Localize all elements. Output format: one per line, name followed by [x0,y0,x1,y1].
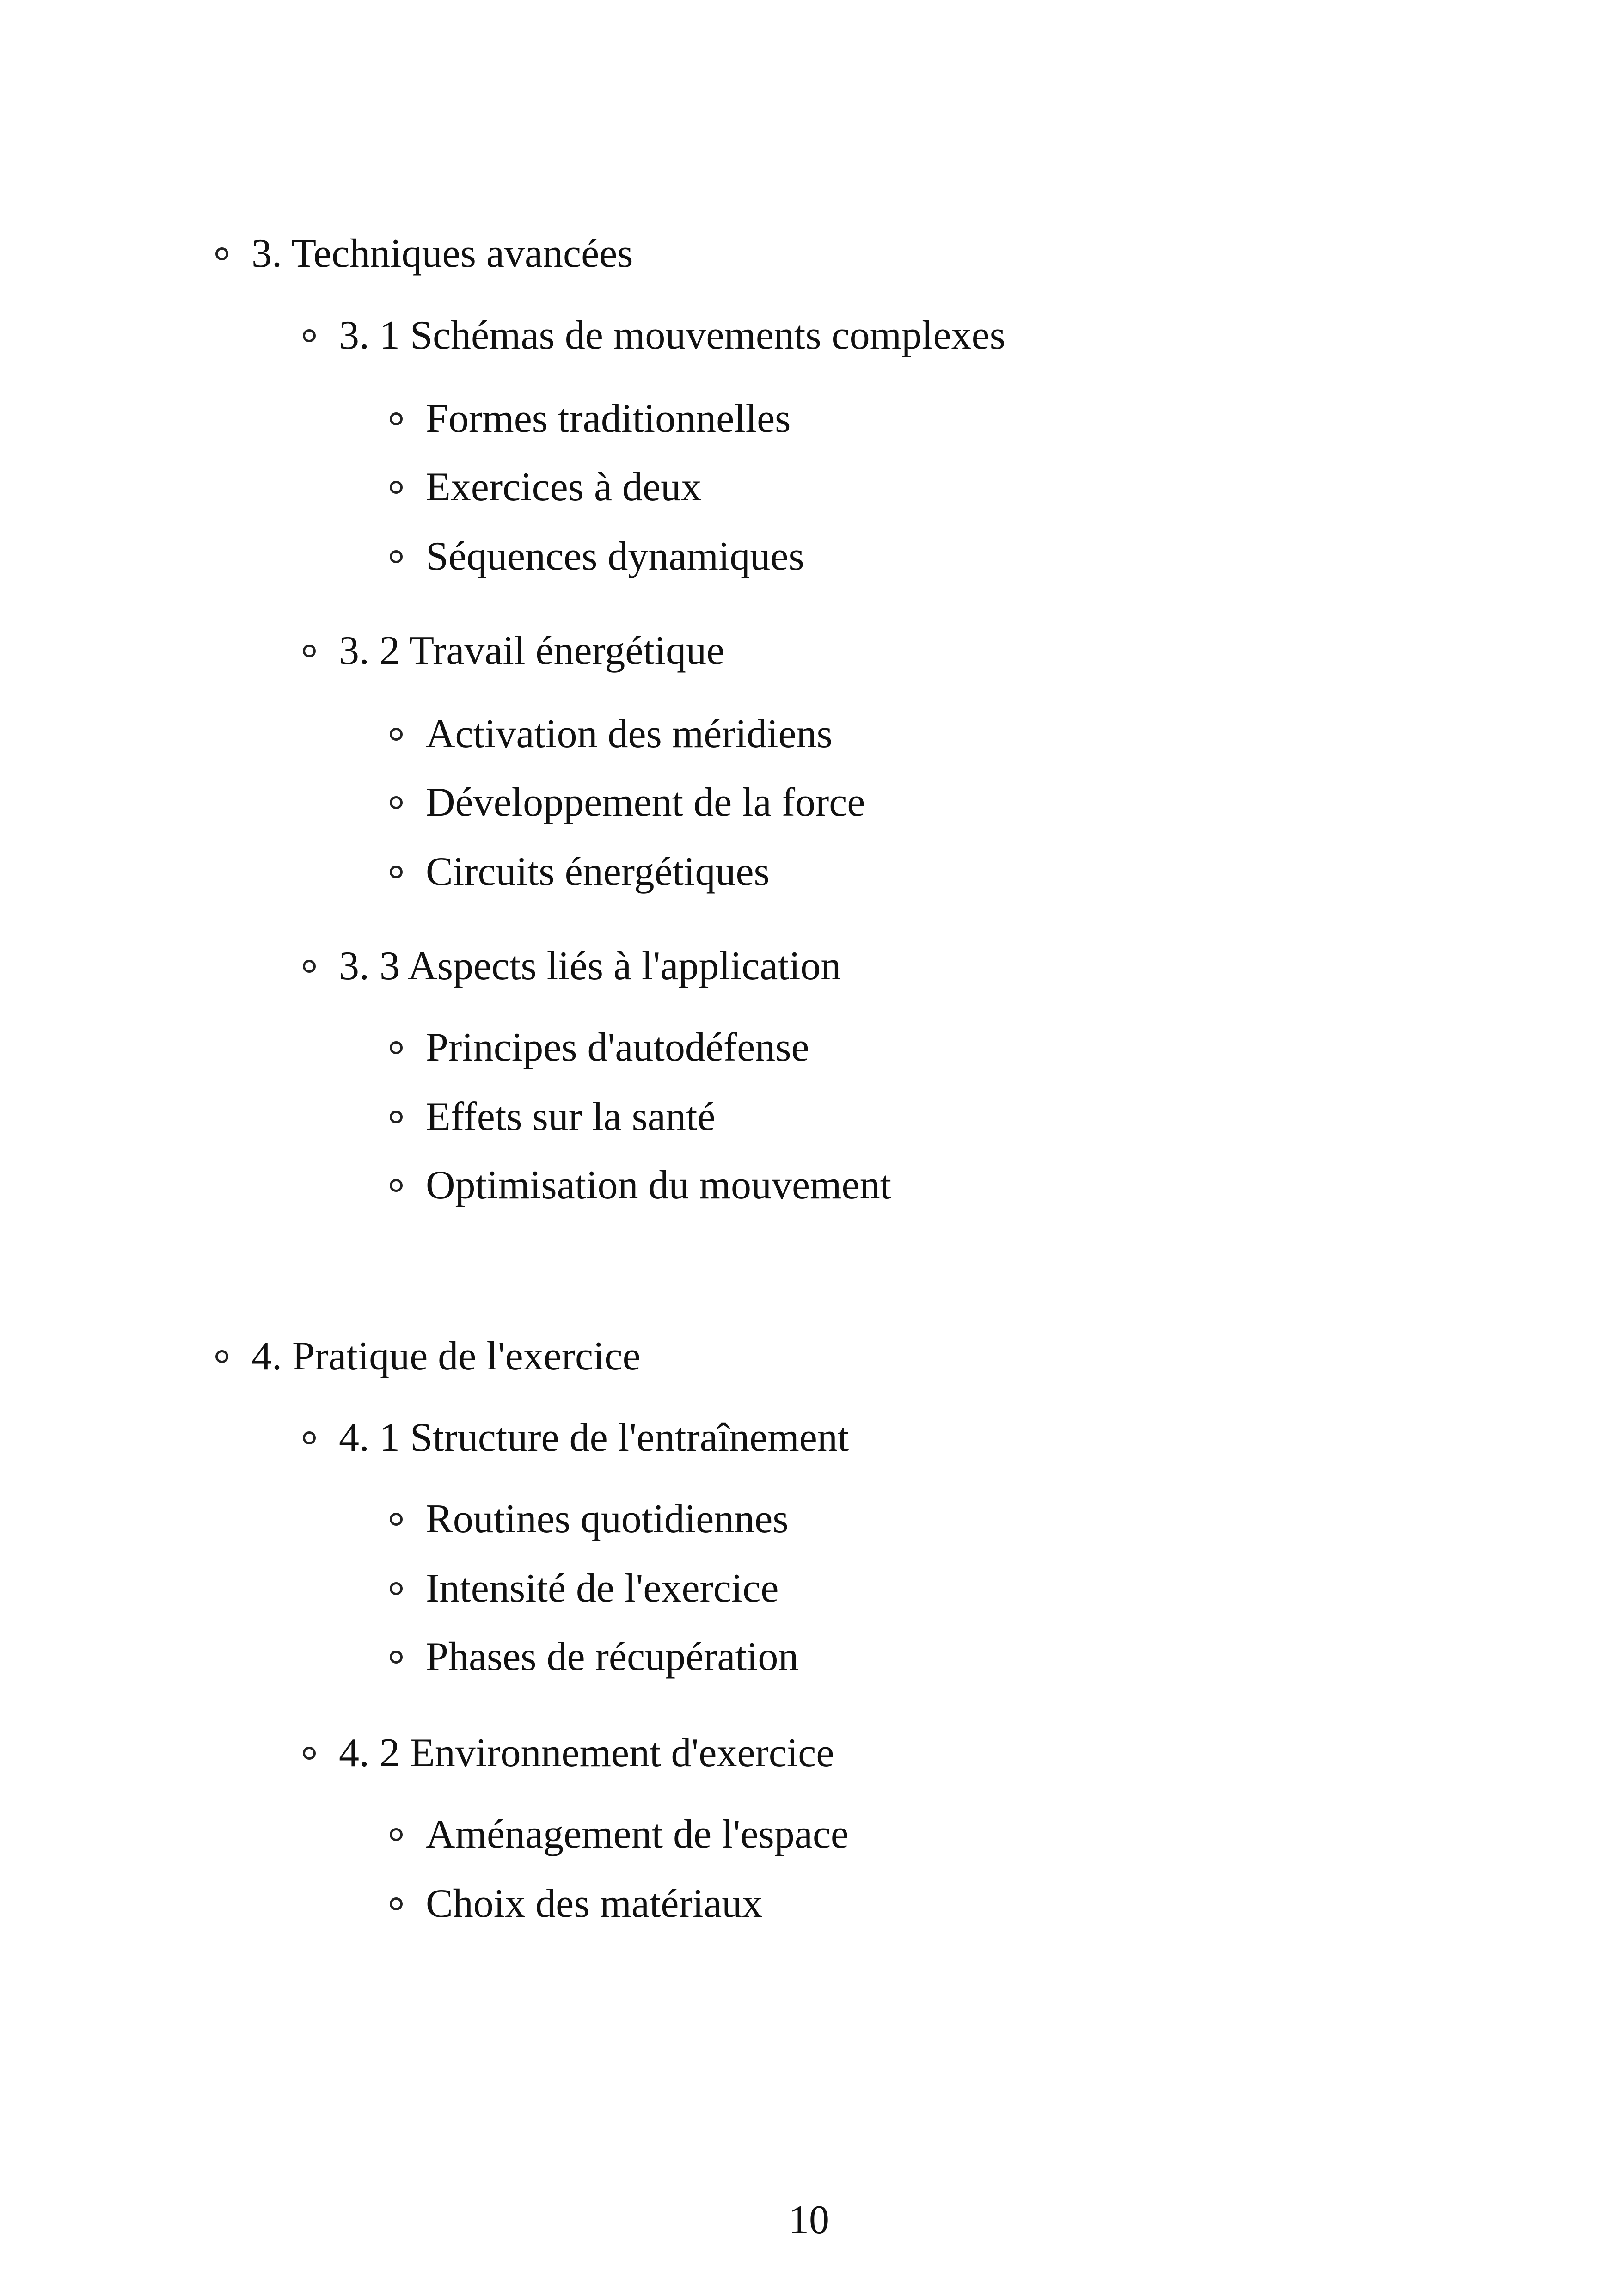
outline-subsection-3-1 [303,315,1005,356]
list-item-label: Exercices à deux [426,465,702,510]
outline-subsection-3-3 [303,946,841,987]
outline-list-item [390,467,701,508]
bullet-circle-icon [390,1582,403,1595]
bullet-circle-icon [390,1513,403,1526]
bullet-circle-icon [303,1431,316,1444]
bullet-circle-icon [303,645,316,657]
list-item-label: Formes traditionnelles [426,396,791,441]
outline-list-item [390,1881,763,1926]
bullet-circle-icon [390,728,403,741]
outline-list-item [390,1499,789,1540]
list-item-label: Séquences dynamiques [426,534,804,579]
bullet-circle-icon [390,1651,403,1664]
outline-list-item [390,1568,778,1609]
list-item-label: Intensité de l'exercice [426,1566,779,1611]
bullet-circle-icon [390,866,403,878]
outline-subsection-3-2 [303,628,725,673]
outline-list-item [390,782,865,823]
outline-list-item [390,1634,799,1679]
section-title: 4. Pratique de l'exercice [251,1334,641,1379]
list-item-label: Circuits énergétiques [426,849,770,894]
list-item-label: Aménagement de l'espace [426,1812,849,1857]
outline-list-item [390,1094,716,1139]
page-number: 10 [789,2198,829,2242]
outline-list-item [390,714,833,755]
outline-list-item [390,396,791,441]
subsection-title: 3. 1 Schémas de mouvements complexes [339,313,1005,358]
list-item-label: Effets sur la santé [426,1094,716,1139]
bullet-circle-icon [390,1041,403,1054]
bullet-circle-icon [390,1179,403,1192]
bullet-circle-icon [390,1111,403,1123]
outline-section-3 [215,233,633,274]
bullet-circle-icon [303,960,316,973]
outline-list-item [390,1814,849,1855]
list-item-label: Phases de récupération [426,1634,799,1679]
subsection-title: 3. 2 Travail énergétique [339,628,725,673]
list-item-label: Activation des méridiens [426,712,833,756]
list-item-label: Routines quotidiennes [426,1497,789,1541]
outline-list-item [390,849,770,894]
subsection-title: 4. 2 Environnement d'exercice [339,1731,834,1775]
subsection-title: 4. 1 Structure de l'entraînement [339,1415,849,1460]
bullet-circle-icon [390,796,403,809]
outline-list-item [390,536,804,577]
bullet-circle-icon [390,481,403,494]
bullet-circle-icon [215,1350,228,1363]
bullet-circle-icon [390,550,403,563]
list-item-label: Choix des matériaux [426,1881,763,1926]
bullet-circle-icon [303,1747,316,1760]
outline-subsection-4-2 [303,1733,834,1774]
subsection-title: 3. 3 Aspects liés à l'application [339,944,841,988]
outline-list-item [390,1165,891,1206]
list-item-label: Optimisation du mouvement [426,1163,892,1208]
section-title: 3. Techniques avancées [251,231,633,276]
bullet-circle-icon [215,247,228,260]
list-item-label: Développement de la force [426,780,865,825]
list-item-label: Principes d'autodéfense [426,1025,809,1070]
outline-section-4 [215,1336,641,1377]
bullet-circle-icon [390,1828,403,1841]
bullet-circle-icon [303,329,316,342]
bullet-circle-icon [390,412,403,425]
outline-list-item [390,1027,809,1068]
outline-subsection-4-1 [303,1415,849,1460]
bullet-circle-icon [390,1897,403,1910]
